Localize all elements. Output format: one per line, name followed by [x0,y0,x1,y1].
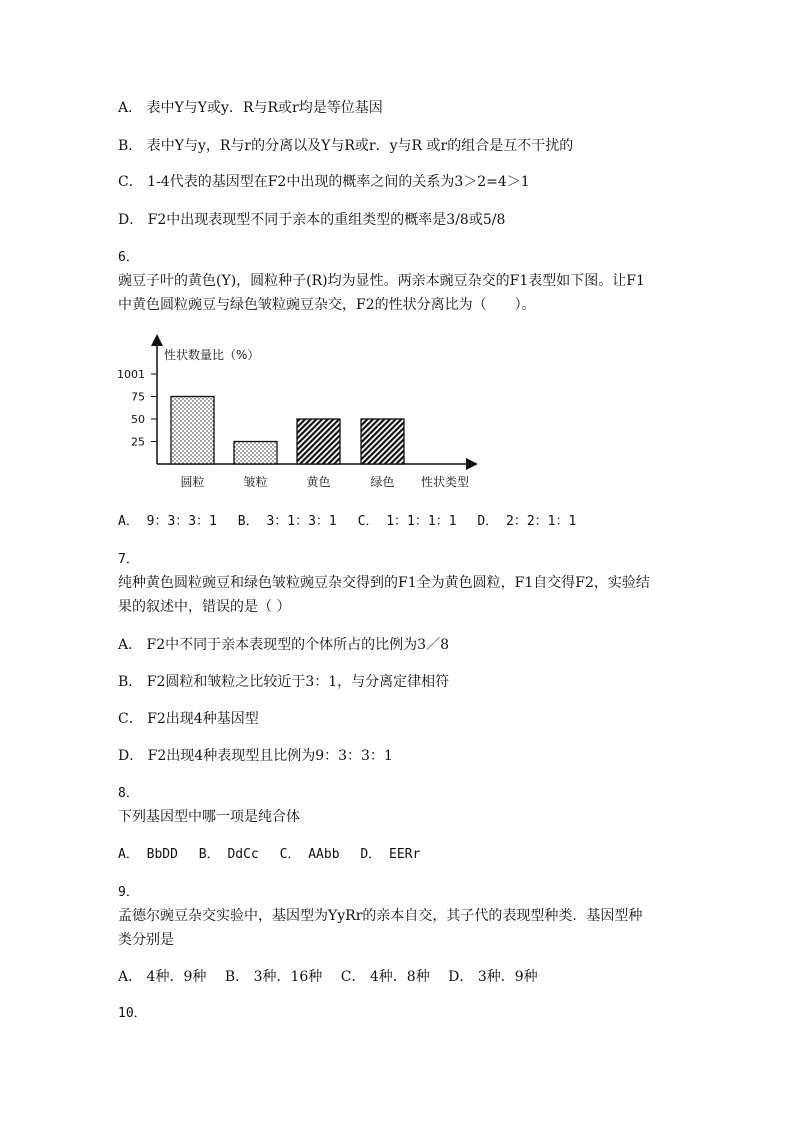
q8-stem: 下列基因型中哪一项是纯合体 [118,809,300,825]
q9-stem-line2: 类分别是 [118,932,174,948]
q6-stem-line2: 中黄色圆粒豌豆与绿色皱粒豌豆杂交，F2的性状分离比为（ ）。 [118,297,536,313]
category-label: 圆粒 [180,475,205,489]
q5-option-b: B． 表中Y与y，R与r的分离以及Y与R或r．y与R 或r的组合是互不干扰的 [118,138,574,154]
bar-0 [171,397,214,465]
q7-option-b: B． F2圆粒和皱粒之比较近于3：1，与分离定律相符 [118,674,450,690]
q5-option-c: C． 1-4代表的基因型在F2中出现的概率之间的关系为3＞2=4＞1 [118,174,530,190]
q7-option-a: A． F2中不同于亲本表现型的个体所占的比例为3／8 [118,637,449,653]
y-tick-label: 1001 [117,368,145,381]
bar-2 [297,419,340,464]
q7-stem-line2: 果的叙述中，错误的是（ ） [118,599,291,615]
chart-title: 性状数量比（%） [164,348,260,362]
q8-number: 8． [118,786,139,801]
q9-options: A． 4种．9种 B． 3种．16种 C． 4种．8种 D． 3种．9种 [118,969,538,985]
q8-options: A． BbDD B． DdCc C． AAbb D． EERr [118,847,421,862]
q7-option-d: D． F2出现4种表现型且比例为9：3：3：1 [118,748,393,764]
x-axis-label: 性状类型 [420,475,469,489]
category-label: 皱粒 [243,475,268,489]
q9-number: 9． [118,885,139,900]
q6-number: 6． [118,250,139,265]
y-tick-label: 75 [131,390,145,404]
q5-option-a: A． 表中Y与Y或y．R与R或r均是等位基因 [118,100,383,116]
q6-stem-line1: 豌豆子叶的黄色(Y)，圆粒种子(R)均为显性。两亲本豌豆杂交的F1表型如下图。让F1 [118,273,645,289]
q10-number: 10． [118,1006,147,1021]
q7-stem-line1: 纯种黄色圆粒豌豆和绿色皱粒豌豆杂交得到的F1全为黄色圆粒，F1自交得F2，实验结 [118,575,650,591]
bar-3 [361,419,404,464]
q7-option-c: C． F2出现4种基因型 [118,711,259,727]
q6-options: A． 9：3：3：1 B． 3：1：3：1 C． 1：1：1：1 D． 2：2：1：1 [118,514,577,529]
bar-1 [234,442,277,465]
category-label: 绿色 [370,475,395,489]
q5-option-d: D． F2中出现表现型不同于亲本的重组类型的概率是3/8或5/8 [118,212,506,228]
category-label: 黄色 [306,475,331,489]
q7-number: 7． [118,552,139,567]
y-tick-label: 50 [131,413,145,426]
trait-ratio-bar-chart [110,330,490,495]
q9-stem-line1: 孟德尔豌豆杂交实验中，基因型为YyRr的亲本自交，其子代的表现型种类．基因型种 [118,908,643,924]
y-tick-label: 25 [131,435,145,449]
